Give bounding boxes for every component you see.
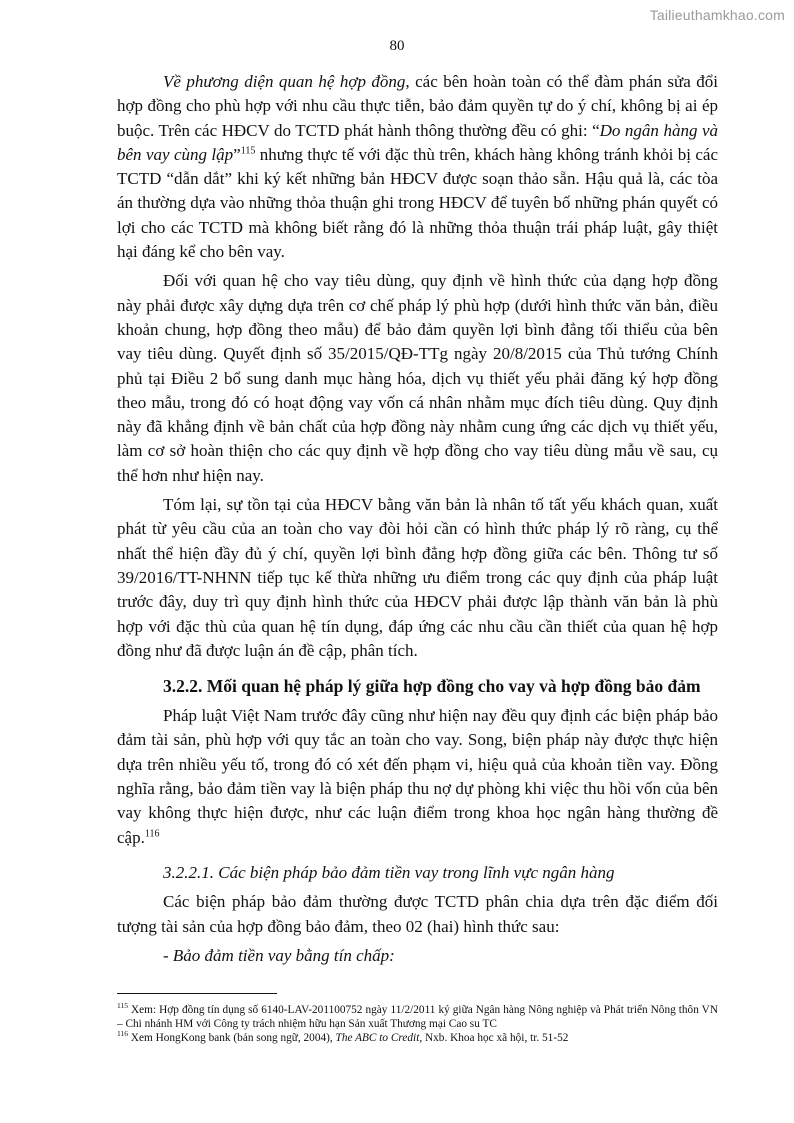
page-number: 80: [389, 38, 405, 54]
paragraph-summary: Tóm lại, sự tồn tại của HĐCV bằng văn bản là nhân tố tất yếu khách quan, xuất phát từ yêu cầu của an toàn cho vay đòi hỏi cần có hình thức pháp lý rõ ràng, cụ thể nhất thể hiện đầy đủ ý chí, quyền lợi bình đẳng hợp đồng giữa các bên. Thông tư số 39/2016/TT-NHNN tiếp tục kế thừa những ưu điểm trong các quy định của pháp luật trước đây, duy trì quy định hình thức của HĐCV phải được lập thành văn bản là phù hợp với đặc thù của quan hệ tín dụng, đáp ứng các nhu cầu cần thiết của quan hệ hợp đồng như đã được luận án đề cập, phân tích.: [117, 495, 718, 660]
subsection-heading: 3.2.2.1. Các biện pháp bảo đảm tiền vay trong lĩnh vực ngân hàng: [163, 862, 615, 882]
book-title: The ABC to Credit: [335, 1032, 420, 1045]
paragraph-contract-aspect: Về phương diện quan hệ hợp đồng, các bên hoàn toàn có thể đàm phán sửa đổi hợp đồng cho phù hợp với nhu cầu thực tiễn, bảo đảm quyền tự do ý chí, không bị ai ép buộc. Trên các HĐCV do TCTD phát hành thông thường đều có ghi: “Do ngân hàng và bên vay cùng lập”$^{115}$ nhưng thực tế với đặc thù trên, khách hàng không tránh khỏi bị các TCTD “dẫn dắt” khi ký kết những bản HĐCV được soạn thảo sẵn. Hậu quả là, các tòa án thường dựa vào những thỏa thuận ghi trong HĐCV để tuyên bố những phán quyết có lợi cho các TCTD mà không biết rằng đó là những thỏa thuận trái pháp luật, gây thiệt hại đáng kể cho bên vay.: [117, 72, 718, 262]
footnote-116: $^{116}$ Xem HongKong bank (bản song ngữ, 2004), The ABC to Credit, Nxb. Khoa học xã hội, tr. 51-52: [117, 1029, 569, 1045]
bullet-unsecured-loan: - Bảo đảm tiền vay bằng tín chấp:: [163, 945, 395, 965]
quoted-clause: Do ngân hàng và bên vay cùng lập: [117, 120, 718, 164]
section-heading: 3.2.2. Mối quan hệ pháp lý giữa hợp đồng cho vay và hợp đồng bảo đảm: [163, 676, 701, 697]
footnote-divider: [117, 993, 277, 994]
footnote-115: $^{115}$ Xem: Hợp đồng tín dụng số 6140-LAV-201100752 ngày 11/2/2011 ký giữa Ngân hàng Nông nghiệp và Phát triển Nông thôn VN – Chi nhánh HM với Công ty trách nhiệm hữu hạn Sản xuất Thương mại Cao su TC: [117, 1001, 718, 1031]
watermark: Tailieuthamkhao.com: [649, 7, 785, 23]
footnote-ref-115[interactable]: 115: [240, 145, 256, 157]
paragraph-classification: Các biện pháp bảo đảm thường được TCTD phân chia dựa trên đặc điểm đối tượng tài sản của hợp đồng bảo đảm, theo 02 (hai) hình thức sau:: [117, 892, 718, 936]
footnotes: [117, 1003, 718, 1046]
lead-italic-phrase: Về phương diện quan hệ hợp đồng: [163, 72, 406, 91]
footnote-ref-116[interactable]: 116: [144, 827, 160, 839]
paragraph-consumer-lending: Đối với quan hệ cho vay tiêu dùng, quy định về hình thức của dạng hợp đồng này phải được xây dựng dựa trên cơ chế pháp lý phù hợp (dưới hình thức văn bản, điều khoản chung, hợp đồng theo mẫu) để bảo đảm quyền lợi bình đẳng tối thiểu của bên vay tiêu dùng. Quyết định số 35/2015/QĐ-TTg ngày 20/8/2015 của Thủ tướng Chính phủ tại Điều 2 bổ sung danh mục hàng hóa, dịch vụ thiết yếu phải đăng ký hợp đồng theo mẫu, trong đó có hoạt động vay vốn cá nhân nhằm mục đích tiêu dùng. Quy định này đã khẳng định về bản chất của hợp đồng này nhằm cung ứng các dịch vụ thiết yếu, làm cơ sở hoàn thiện cho các quy định về hợp đồng cho vay tiêu dùng mẫu về sau, cụ thể hơn như hiện nay.: [117, 271, 718, 485]
paragraph-security-measures: Pháp luật Việt Nam trước đây cũng như hiện nay đều quy định các biện pháp bảo đảm tài sản, phù hợp với quy tắc an toàn cho vay. Song, biện pháp này được thực hiện dựa trên nhiều yếu tố, trong đó có xét đến phạm vi, hiệu quả của khoản tiền vay. Đồng nghĩa rằng, bảo đảm tiền vay là biện pháp thu nợ dự phòng khi việc thu hồi vốn của bên vay không thực hiện được, như các luận điểm trong khoa học ngân hàng thường đề cập.$^{116}$: [117, 706, 718, 847]
page-body: [117, 70, 718, 968]
